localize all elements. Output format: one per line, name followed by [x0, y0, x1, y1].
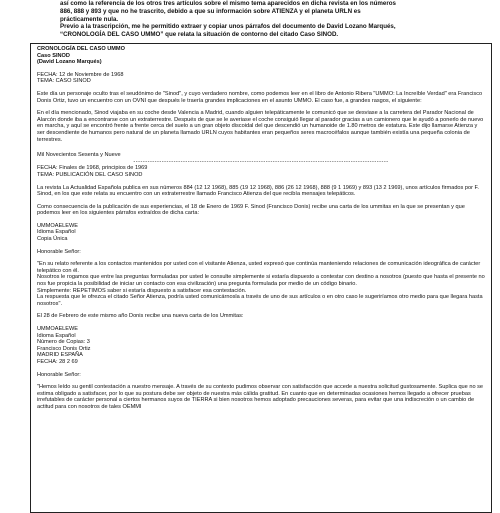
letter-header-line: UMMOAELEWE: [37, 222, 79, 229]
paragraph: Este día un personaje oculto tras el seudónimo de "Sinod", y cuyo verdadero nombre, como podemos leer en el libro de Antonio Ribera "UMMO: La Increíble Verdad" era Francisco Donis Ortiz, tuvo un encuentro con un OVNI que después le traería grandes implicaciones en el asunto UMMO. El caso fue, a grandes rasgos, el siguiente:: [37, 90, 483, 104]
letter-paragraph: "Hemos leído su gentil contestación a nuestro mensaje. A través de su contexto pudimos observar con satisfacción que accede a nuestra solicitud gustosamente. Suplica que no se estima obligado a satisfacer, por lo que su postura debe ser objeto de nuestra más cálida gratitud. En cuanto que en determinadas ocasiones hemos llegado a ofrecer pruebas irrefutables de carácter personal a ciertos hermanos suyos de TIERRA si bien nosotros hemos adoptado precauciones severas, para evitar que una indiscreción o un cambio de actitud para con nosotros de tales OEMMI: [37, 384, 484, 410]
doc-author: (David Lozano Marqués): [37, 59, 102, 66]
topic-line: TEMA: CASO SINOD: [37, 78, 91, 85]
letter-header-line: UMMOAELEWE: [37, 326, 79, 332]
date-line: FECHA: 12 de Noviembre de 1968: [37, 71, 124, 78]
intro-line: 886, 888 y 893 y que no he trascrito, debido a que su información sobre ATIENZA y el planeta URLN es: [60, 7, 361, 15]
paragraph: Como consecuencia de la publicación de sus experiencias, el 18 de Enero de 1969 F. Sinod (Francisco Donis) recibe una carta de los ummitas en la que se presentan y que podemos leer en los siguientes párrafos extraídos de dicha carta:: [37, 203, 465, 217]
quoted-document-box: [30, 43, 492, 513]
salutation: Honorable Señor:: [37, 371, 81, 378]
intro-line: así como la referencia de los otros tres artículos sobre el mismo tema aparecidos en dicha revista en los números: [60, 0, 396, 7]
intro-line: Previo a la trascripción, me he permitido extraer y copiar unos párrafos del documento de David Lozano Marqués,: [60, 23, 396, 31]
doc-title: CRONOLOGÍA DEL CASO UMMO: [37, 46, 125, 52]
paragraph: La revista La Actualidad Española publica en sus números 884 (12 12 1968), 885 (19 12 1968), 886 (26 12 1968), 888 (9 1 1969) y 893 (13 2 1969), unos artículos firmados por F. Sinod, en los que este relata su encuentro con un extraterrestre llamado Francisco Atienza del que recibía mensajes telepáticos.: [37, 184, 479, 198]
topic-line: TEMA: PUBLICACIÓN DEL CASO SINOD: [37, 171, 143, 178]
intro-paragraph: [60, 0, 460, 39]
salutation: Honorable Señor:: [37, 248, 81, 255]
letter-paragraph: Simplemente: REPETIMOS saber si estaría dispuesto a satisfacer esa contestación.: [37, 287, 247, 294]
letter-header-line: Copia Única: [37, 236, 68, 243]
intro-line: “CRONOLOGÍA DEL CASO UMMO” que relata la situación de contorno del citado Caso SINOD.: [60, 31, 339, 39]
paragraph: El 28 de Febrero de este mismo año Donis recibe una nueva carta de los Ummitas:: [37, 313, 244, 320]
doc-subtitle: Caso SINOD: [37, 52, 70, 59]
paragraph: En el día mencionado, Sinod viajaba en su coche desde Valencia a Madrid, cuando alguien telepáticamente le comunicó que se desviase a la carretera del Parador Nacional de Alarcón donde iba a encontrarse con un extraterrestre. Después de que se le averiase el coche consiguió llegar al parador gracias a un camionero que le ayudó a ponerlo de nuevo en marcha, y aquí se encontró frente a frente cerca del suelo a un gran objeto discoidal del que descendió un humanoide de 1.80 metros de estatura. Este dijo llamarse Atienza y ser descendiente de humanos pero natural de un planeta llamado URLN cuyos habitantes eran pequeños seres macrocéfalos aunque también existía una pequeña colonia de terrestres.: [37, 110, 484, 143]
letter-paragraph: Nosotros le rogamos que entre las preguntas formuladas por usted le consulte simplemente si estaría dispuesto a contestar con destino a nosotros (puesto que hasta el presente no nos fue propicia la posibilidad de iniciar un contacto con esa civilización) una pregunta formulada por medio de un código binario.: [37, 274, 485, 288]
letter-header-line: FECHA: 28 2 69: [37, 358, 78, 365]
letter-header-line: Francisco Donis Ortiz: [37, 345, 91, 352]
letter-header-line: Idioma Español: [37, 229, 76, 236]
letter-header-line: Idioma Español: [37, 332, 76, 339]
letter-paragraph: "En su relato referente a los contactos mantenidos por usted con el visitante Atienza, usted expresó que continúa manteniendo relaciones de comunicación ideográfica de carácter telepático con él.: [37, 261, 481, 274]
section-year: Mil Novecientos Sesenta y Nueve: [37, 152, 121, 159]
letter-paragraph: La respuesta que le ofrezca el citado Señor Atienza, podría usted comunicárnosla a través de uno de sus artículos o en otro caso le sugeriríamos otro medio para que llegara hasta nosotros".: [37, 294, 483, 307]
letter-header-line: Número de Copias: 3: [37, 339, 90, 346]
letter-header-line: MADRID ESPAÑA: [37, 352, 83, 359]
date-line: FECHA: Finales de 1968, principios de 1969: [37, 165, 148, 172]
separator: ------------------------------------------------------------------------------------------------------------: [133, 158, 389, 165]
intro-line: prácticamente nula.: [60, 15, 119, 23]
